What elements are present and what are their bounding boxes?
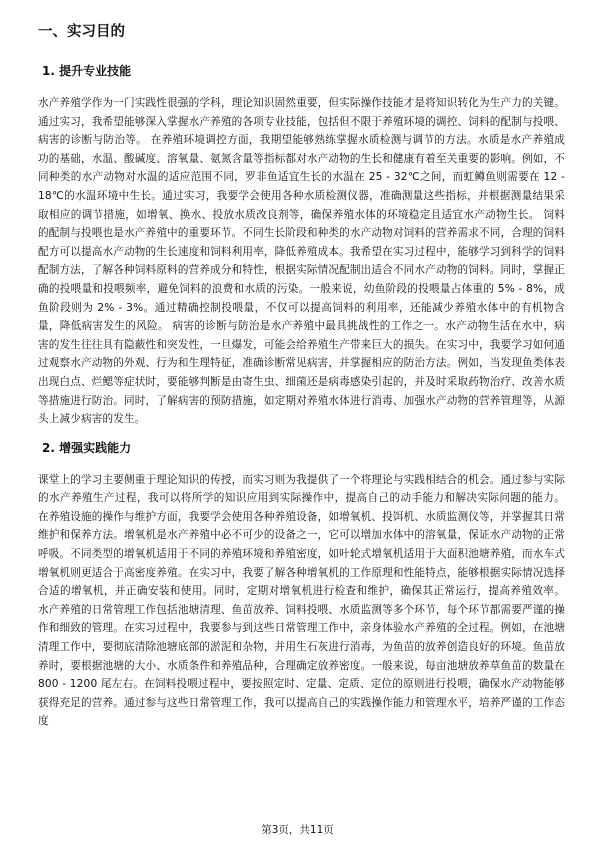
subsection-paragraph: 水产养殖学作为一门实践性很强的学科，理论知识固然重要，但实际操作技能才是将知识转化为生产力的关键。通过实习，我希望能够深入掌握水产养殖的各项专业技能，包括但不限于养殖环境的调控、饲料的配制与投喂、病害的诊断与防治等。 在养殖环境调控方面，我期望能够熟练掌握水质检测与调节的方法。水质是水产养殖成功的基础，水温、酸碱度、溶氧量、氨氮含量等指标都对水产动物的生长和健康有着至关重要的影响。例如，不同种类的水产动物对水温的适应范围不同，罗非鱼适宜生长的水温在 25 - 32℃之间，而虹鳟鱼则需要在 12 - 18℃的水温环境中生长。通过实习，我要学会使用各种水质检测仪器，准确测量这些指标，并根据测量结果采取相应的调节措施，如增氧、换水、投放水质改良剂等，确保养殖水体的环境稳定且适宜水产动物生长。 饲料的配制与投喂也是水产养殖中的重要环节。不同生长阶段和种类的水产动物对饲料的营养需求不同，合理的饲料配方可以提高水产动物的生长速度和饲料利用率，降低养殖成本。我希望在实习过程中，能够学习到科学的饲料配制方法，了解各种饲料原料的营养成分和特性，根据实际情况配制出适合不同水产动物的饲料。同时，掌握正确的投喂量和投喂频率，避免饲料的浪费和水质的污染。一般来说，幼鱼阶段的投喂量占体重的 5% - 8%，成鱼阶段则为 2% - 3%。通过精确控制投喂量，不仅可以提高饲料的利用率，还能减少养殖水体中的有机物含量，降低病害发生的风险。 病害的诊断与防治是水产养殖中最具挑战性的工作之一。水产动物生活在水中，病害的发生往往具有隐蔽性和突发性，一旦爆发，可能会给养殖生产带来巨大的损失。在实习中，我要学习如何通过观察水产动物的外观、行为和生理特征，准确诊断常见病害，并掌握相应的防治方法。例如，当发现鱼类体表出现白点、烂鳃等症状时，要能够判断是由寄生虫、细菌还是病毒感染引起的，并及时采取药物治疗、改善水质等措施进行防治。同时，了解病害的预防措施，如定期对养殖水体进行消毒、加强水产动物的营养管理等，从源头上减少病害的发生。 <box>38 97 565 426</box>
subsection-paragraph: 课堂上的学习主要侧重于理论知识的传授，而实习则为我提供了一个将理论与实践相结合的机会。通过参与实际的水产养殖生产过程，我可以将所学的知识应用到实际操作中，提高自己的动手能力和解决实际问题的能力。 在养殖设施的操作与维护方面，我要学会使用各种养殖设备，如增氧机、投饵机、水质监测仪等，并掌握其日常维护和保养方法。增氧机是水产养殖中必不可少的设备之一，它可以增加水体中的溶氧量，保证水产动物的正常呼吸。不同类型的增氧机适用于不同的养殖环境和养殖密度，如叶轮式增氧机适用于大面积池塘养殖，而水车式增氧机则更适合于高密度养殖。在实习中，我要了解各种增氧机的工作原理和性能特点，能够根据实际情况选择合适的增氧机，并正确安装和使用。同时，定期对增氧机进行检查和维护，确保其正常运行，提高养殖效率。 水产养殖的日常管理工作包括池塘清理、鱼苗放养、饲料投喂、水质监测等多个环节，每个环节都需要严谨的操作和细致的管理。在实习过程中，我要参与到这些日常管理工作中，亲身体验水产养殖的全过程。例如，在池塘清理工作中，要彻底清除池塘底部的淤泥和杂物，并用生石灰进行消毒，为鱼苗的放养创造良好的环境。鱼苗放养时，要根据池塘的大小、水质条件和养殖品种，合理确定放养密度。一般来说，每亩池塘放养草鱼苗的数量在 800 - 1200 尾左右。在饲料投喂过程中，要按照定时、定量、定质、定位的原则进行投喂，确保水产动物能够获得充足的营养。通过参与这些日常管理工作，我可以提高自己的实践操作能力和管理水平，培养严谨的工作态度 <box>38 473 565 728</box>
page-footer: 第3页，共11页 <box>261 824 334 836</box>
subsection-heading: 2. 增强实践能力 <box>42 440 132 455</box>
subsection-heading: 1. 提升专业技能 <box>42 64 132 78</box>
section-title: 一、实习目的 <box>38 24 125 40</box>
